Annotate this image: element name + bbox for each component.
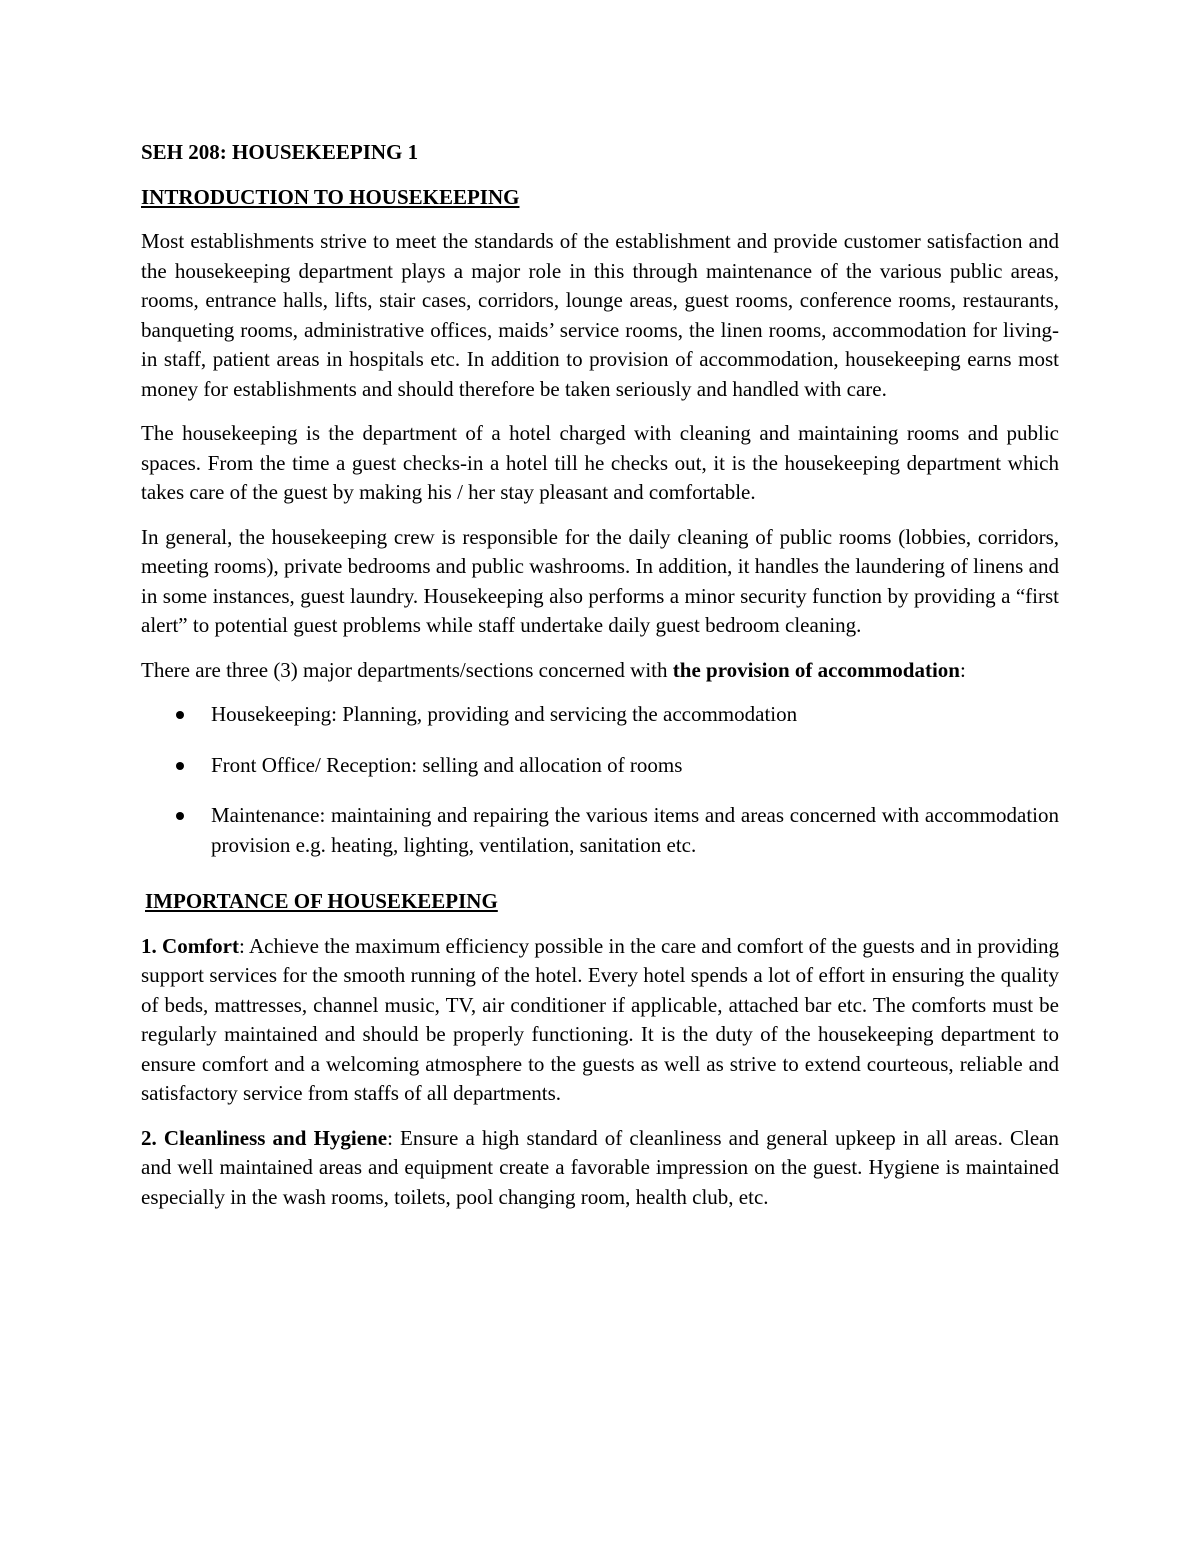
list-item-text: Housekeeping: Planning, providing and servicing the accommodation bbox=[211, 702, 798, 726]
paragraph-comfort bbox=[141, 932, 1059, 1109]
paragraph-comfort-text: : Achieve the maximum efficiency possible in the care and comfort of the guests and in providing support services for the smooth running of the hotel. Every hotel spends a lot of effort in ensuring the quality of beds, mattresses, channel music, TV, air conditioner if applicable, attached bar etc. The comforts must be regularly maintained and should be properly functioning. It is the duty of the housekeeping department to ensure comfort and a welcoming atmosphere to the guests as well as strive to extend courteous, reliable and satisfactory service from staffs of all departments. bbox=[141, 933, 1059, 1105]
list-item-text: Front Office/ Reception: selling and allocation of rooms bbox=[211, 752, 683, 777]
paragraph-cleanliness-label: 2. Cleanliness and Hygiene bbox=[141, 1125, 388, 1150]
paragraph-intro-1: Most establishments strive to meet the standards of the establishment and provide customer satisfaction and the housekeeping department plays a major role in this through maintenance of the various public areas, rooms, entrance halls, lifts, stair cases, corridors, lounge areas, guest rooms, conference rooms, restaurants, banqueting rooms, administrative offices, maids’ service rooms, the linen rooms, accommodation for living-in staff, patient areas in hospitals etc. In addition to provision of accommodation, housekeeping earns most money for establishments and should therefore be taken seriously and handled with care. bbox=[141, 229, 1059, 401]
paragraph-comfort-label: 1. Comfort bbox=[141, 933, 239, 958]
section-heading-introduction: INTRODUCTION TO HOUSEKEEPING bbox=[141, 184, 520, 209]
paragraph-cleanliness-text: : Ensure a high standard of cleanliness and general upkeep in all areas. Clean and well maintained areas and equipment create a favorable impression on the guest. Hygiene is maintained especially in the wash rooms, toilets, pool changing room, health club, etc. bbox=[141, 1125, 1059, 1209]
list-item bbox=[141, 751, 1059, 781]
document-page bbox=[141, 138, 1059, 1227]
bullet-icon bbox=[176, 762, 184, 770]
list-item-text: Maintenance: maintaining and repairing the various items and areas concerned with accommodation provision e.g. heating, lighting, ventilation, sanitation etc. bbox=[211, 803, 1059, 857]
bullet-icon bbox=[176, 711, 184, 719]
paragraph-intro-4-emphasis: the provision of accommodation bbox=[672, 657, 960, 682]
list-item bbox=[141, 700, 1059, 730]
list-item bbox=[141, 801, 1059, 860]
paragraph-intro-3: In general, the housekeeping crew is responsible for the daily cleaning of public rooms (lobbies, corridors, meeting rooms), private bedrooms and public washrooms. In addition, it handles the laundering of linens and in some instances, guest laundry. Housekeeping also performs a minor security function by providing a “first alert” to potential guest problems while staff undertake daily guest bedroom cleaning. bbox=[141, 524, 1059, 637]
paragraph-intro-4 bbox=[141, 656, 1059, 686]
bullet-icon bbox=[176, 812, 184, 820]
paragraph-cleanliness bbox=[141, 1124, 1059, 1213]
course-title: SEH 208: HOUSEKEEPING 1 bbox=[141, 140, 419, 164]
section-heading-importance: IMPORTANCE OF HOUSEKEEPING bbox=[145, 889, 498, 913]
paragraph-intro-2: The housekeeping is the department of a hotel charged with cleaning and maintaining rooms and public spaces. From the time a guest checks-in a hotel till he checks out, it is the housekeeping department which takes care of the guest by making his / her stay pleasant and comfortable. bbox=[141, 421, 1059, 504]
paragraph-intro-4-tail: : bbox=[959, 657, 966, 682]
departments-list bbox=[141, 700, 1059, 860]
paragraph-intro-4-lead: There are three (3) major departments/sections concerned with bbox=[141, 657, 673, 682]
